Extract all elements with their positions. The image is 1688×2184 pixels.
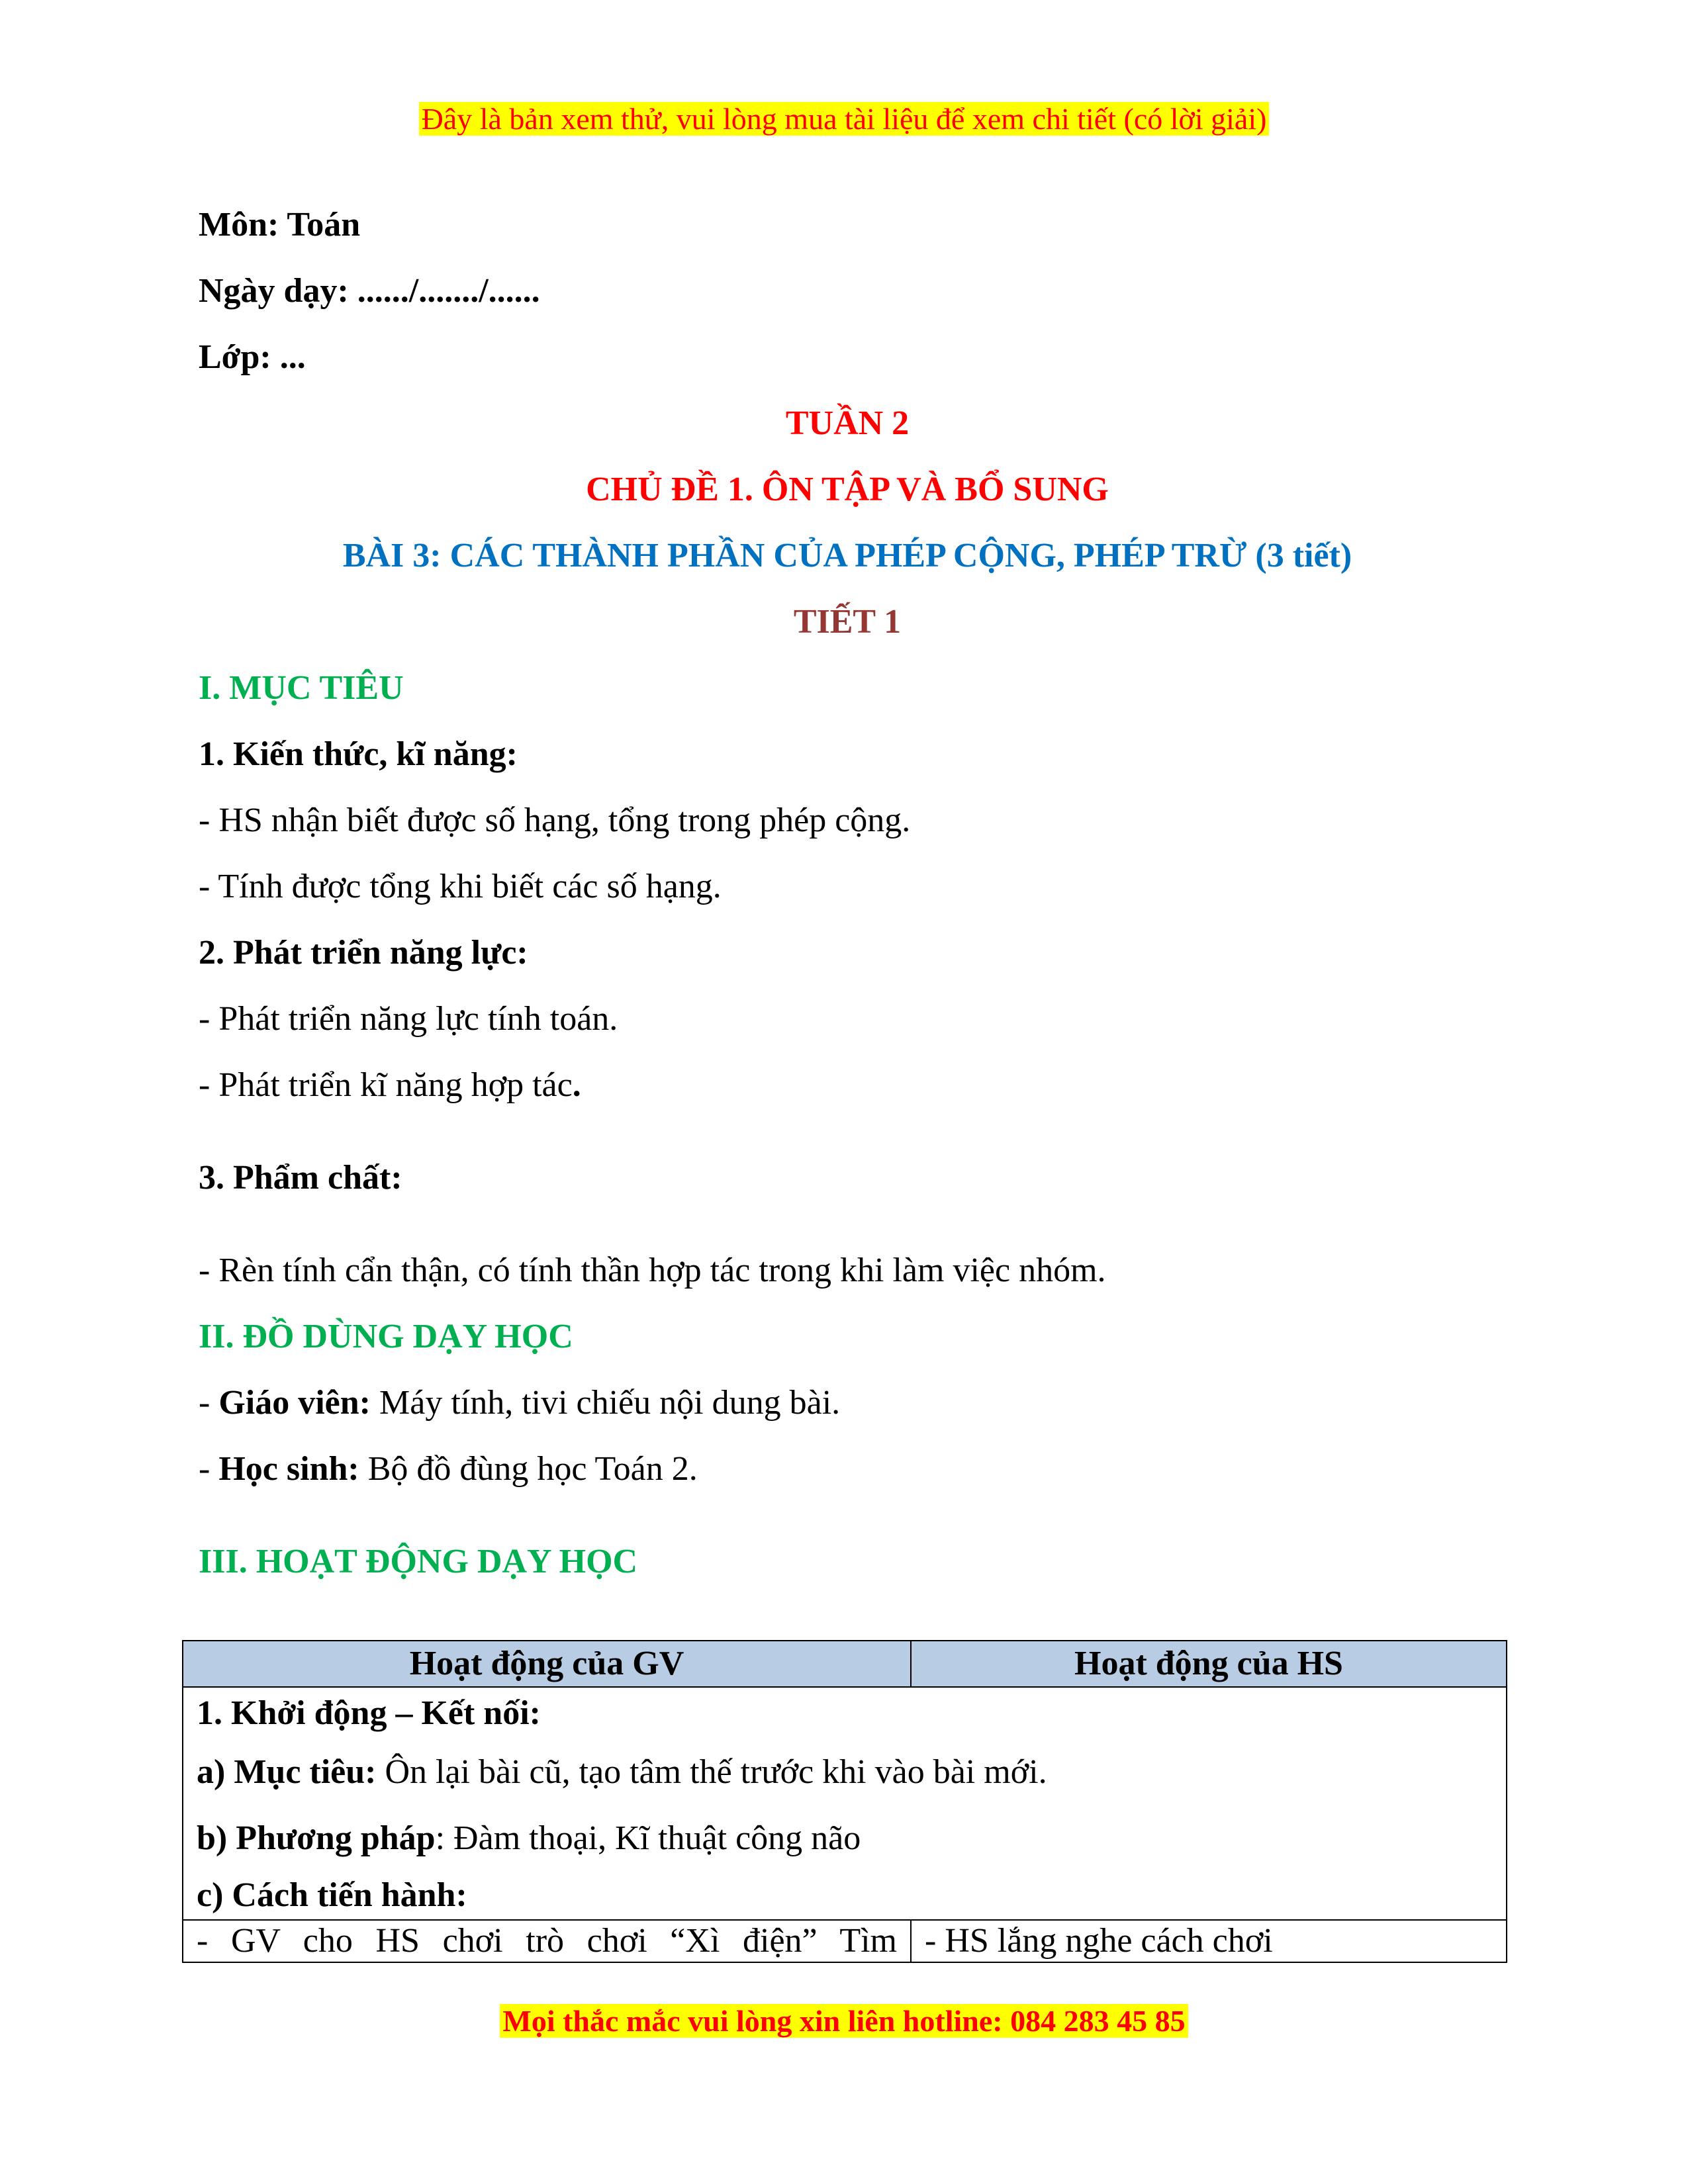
method-text: : Đàm thoại, Kĩ thuật công não: [435, 1819, 861, 1857]
ability-item-period: .: [572, 1066, 581, 1104]
hotline-banner: [0, 2001, 1688, 2041]
preview-watermark: [0, 99, 1688, 139]
preview-watermark-text: Đây là bản xem thử, vui lòng mua tài liệu để xem chi tiết (có lời giải): [419, 102, 1270, 136]
lesson-title: BÀI 3: CÁC THÀNH PHẦN CỦA PHÉP CỘNG, PHÉP TRỪ (3 tiết): [342, 537, 1352, 574]
period-title: TIẾT 1: [793, 603, 902, 641]
table-header-row: [183, 1641, 1507, 1687]
teacher-dash: -: [199, 1384, 219, 1422]
warmup-cell: [183, 1687, 1507, 1920]
activities-table: [182, 1640, 1507, 1963]
teacher-text: Máy tính, tivi chiếu nội dung bài.: [371, 1384, 841, 1422]
ability-heading: 2. Phát triển năng lực:: [199, 934, 528, 972]
objective-label: a) Mục tiêu:: [197, 1753, 377, 1791]
topic-title: CHỦ ĐỀ 1. ÔN TẬP VÀ BỔ SUNG: [586, 471, 1109, 508]
knowledge-item: - HS nhận biết được số hạng, tổng trong phép cộng.: [199, 801, 911, 839]
class-line: Lớp: ...: [199, 338, 306, 376]
student-text: Bộ đồ đùng học Toán 2.: [359, 1450, 698, 1488]
knowledge-item: - Tính được tổng khi biết các số hạng.: [199, 868, 722, 905]
teacher-materials: [199, 1370, 1496, 1436]
week-title: TUẦN 2: [785, 404, 910, 442]
quality-heading: 3. Phẩm chất:: [199, 1159, 402, 1197]
procedure-label: c) Cách tiến hành:: [197, 1876, 467, 1914]
method-line: [197, 1805, 1493, 1872]
activities-heading: III. HOẠT ĐỘNG DẠY HỌC: [199, 1543, 638, 1580]
ability-item: [199, 1052, 1496, 1118]
teacher-label: Giáo viên:: [218, 1384, 371, 1422]
method-label: b) Phương pháp: [197, 1819, 436, 1857]
ability-item-text: - Phát triển kĩ năng hợp tác: [199, 1066, 573, 1104]
quality-item: - Rèn tính cẩn thận, có tính thần hợp tác trong khi làm việc nhóm.: [199, 1251, 1106, 1289]
date-line: Ngày dạy: ....../......./......: [199, 272, 540, 310]
objective-line: [197, 1739, 1493, 1805]
warmup-row: [183, 1687, 1507, 1920]
objectives-heading: I. MỤC TIÊU: [199, 669, 404, 707]
document-body: [199, 192, 1496, 1595]
student-column-header: Hoạt động của HS: [911, 1641, 1507, 1687]
objective-text: Ôn lại bài cũ, tạo tâm thế trước khi vào bài mới.: [376, 1753, 1047, 1791]
hotline-text: Mọi thắc mắc vui lòng xin liên hotline: 084 283 45 85: [500, 2004, 1188, 2038]
student-dash: -: [199, 1450, 219, 1488]
student-label: Học sinh:: [218, 1450, 359, 1488]
teacher-column-header: Hoạt động của GV: [183, 1641, 911, 1687]
student-activity-cell: - HS lắng nghe cách chơi: [911, 1920, 1507, 1962]
teacher-activity-cell: [183, 1920, 911, 1962]
warmup-heading: 1. Khởi động – Kết nối:: [197, 1694, 541, 1732]
table-row: [183, 1920, 1507, 1962]
teacher-activity-text: - GV cho HS chơi trò chơi “Xì điện” Tìm: [197, 1922, 897, 1960]
ability-item: - Phát triển năng lực tính toán.: [199, 1000, 618, 1038]
student-materials: [199, 1436, 1496, 1502]
knowledge-heading: 1. Kiến thức, kĩ năng:: [199, 735, 518, 773]
subject-line: Môn: Toán: [199, 206, 361, 244]
materials-heading: II. ĐỒ DÙNG DẠY HỌC: [199, 1318, 573, 1355]
